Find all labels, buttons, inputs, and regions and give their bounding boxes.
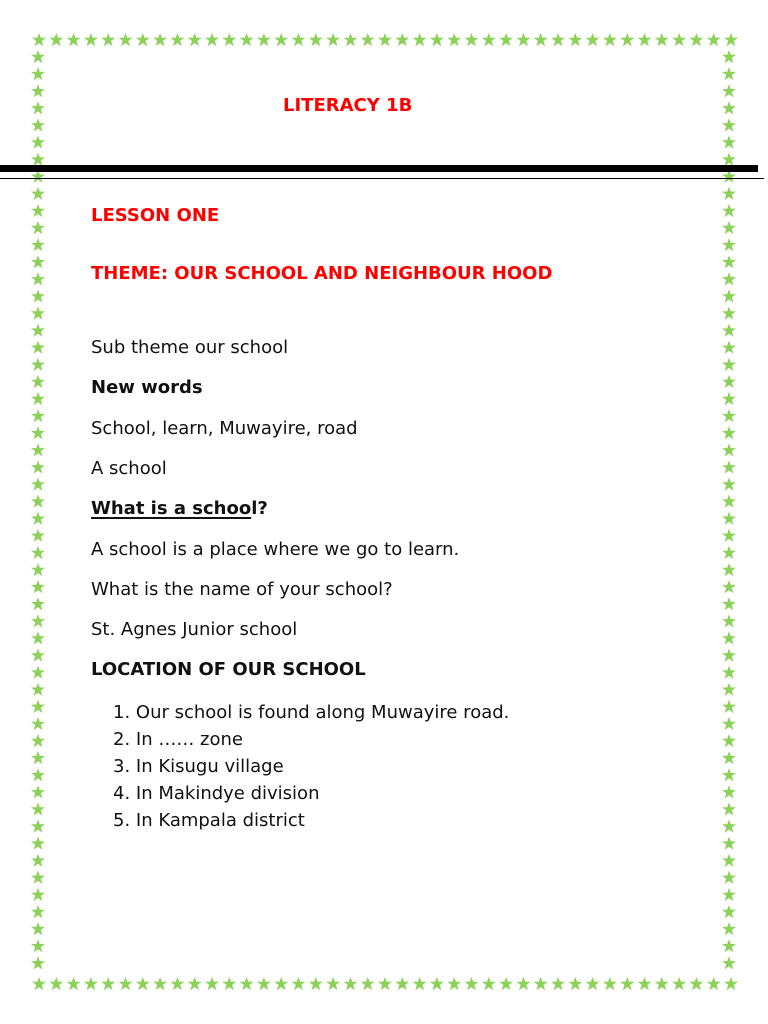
star-icon [722, 272, 736, 285]
star-icon [722, 289, 736, 302]
star-icon [722, 614, 736, 627]
star-icon [31, 871, 45, 884]
location-item-1: 1. Our school is found along Muwayire road. [113, 702, 510, 723]
star-icon [378, 33, 392, 46]
star-icon [722, 409, 736, 422]
star-icon [722, 358, 736, 371]
star-icon [31, 341, 45, 354]
star-icon [309, 33, 323, 46]
star-icon [465, 33, 479, 46]
star-icon [722, 802, 736, 815]
star-icon [430, 33, 444, 46]
star-icon [722, 136, 736, 149]
star-icon [722, 854, 736, 867]
question-rest-text: l? [251, 498, 268, 519]
star-icon [465, 977, 479, 990]
star-icon [722, 238, 736, 251]
star-icon [170, 33, 184, 46]
star-icon [31, 700, 45, 713]
star-icon [722, 307, 736, 320]
star-icon [343, 977, 357, 990]
star-icon [67, 33, 81, 46]
question-underlined-text: What is a schoo [91, 498, 252, 519]
star-icon [722, 751, 736, 764]
star-icon [274, 33, 288, 46]
star-icon [722, 324, 736, 337]
new-words-list: School, learn, Muwayire, road [91, 418, 358, 439]
star-icon [378, 977, 392, 990]
star-icon [722, 478, 736, 491]
star-icon [722, 460, 736, 473]
star-icon [31, 631, 45, 644]
star-icon [620, 33, 634, 46]
star-icon [343, 33, 357, 46]
star-icon [568, 977, 582, 990]
star-icon [620, 977, 634, 990]
star-icon [722, 563, 736, 576]
star-icon [31, 785, 45, 798]
location-item-2: 2. In …… zone [113, 729, 243, 750]
star-icon [84, 33, 98, 46]
star-icon [31, 84, 45, 97]
star-icon [153, 977, 167, 990]
new-words-heading: New words [91, 377, 203, 398]
star-icon [188, 977, 202, 990]
star-icon [31, 939, 45, 952]
star-icon [31, 905, 45, 918]
star-icon [722, 255, 736, 268]
star-icon [292, 977, 306, 990]
star-icon [722, 50, 736, 63]
star-icon [724, 977, 738, 990]
a-school-text: A school [91, 458, 167, 479]
star-icon [722, 871, 736, 884]
star-icon [722, 939, 736, 952]
star-icon [722, 187, 736, 200]
star-icon [205, 33, 219, 46]
location-item-4: 4. In Makindye division [113, 783, 320, 804]
star-icon [240, 33, 254, 46]
star-icon [31, 255, 45, 268]
star-icon [722, 153, 736, 166]
star-icon [31, 187, 45, 200]
star-icon [413, 977, 427, 990]
star-icon [31, 101, 45, 114]
star-icon [31, 802, 45, 815]
star-icon [31, 768, 45, 781]
star-icon [689, 977, 703, 990]
location-item-3: 3. In Kisugu village [113, 756, 284, 777]
star-icon [31, 751, 45, 764]
star-icon [722, 768, 736, 781]
star-icon [534, 33, 548, 46]
star-icon [722, 666, 736, 679]
star-icon [722, 922, 736, 935]
star-icon [31, 221, 45, 234]
star-icon [101, 33, 115, 46]
star-icon [516, 977, 530, 990]
star-icon [430, 977, 444, 990]
star-icon [722, 101, 736, 114]
star-icon [32, 33, 46, 46]
lesson-heading: LESSON ONE [91, 205, 220, 226]
star-icon [31, 153, 45, 166]
sub-theme-text: Sub theme our school [91, 337, 289, 358]
star-icon [257, 33, 271, 46]
star-icon [516, 33, 530, 46]
star-icon [31, 324, 45, 337]
star-icon [31, 666, 45, 679]
star-icon [722, 375, 736, 388]
star-icon [482, 977, 496, 990]
star-icon [672, 33, 686, 46]
page-title: LITERACY 1B [283, 95, 413, 116]
star-icon [31, 649, 45, 662]
star-icon [31, 426, 45, 439]
star-icon [31, 888, 45, 901]
star-icon [31, 307, 45, 320]
star-icon [31, 580, 45, 593]
star-icon [31, 478, 45, 491]
star-icon [31, 820, 45, 833]
star-icon [119, 33, 133, 46]
star-icon [655, 33, 669, 46]
star-icon [31, 289, 45, 302]
star-icon [722, 426, 736, 439]
star-icon [482, 33, 496, 46]
star-icon [722, 888, 736, 901]
star-icon [722, 443, 736, 456]
star-icon [31, 67, 45, 80]
star-icon [31, 204, 45, 217]
star-icon [722, 837, 736, 850]
star-icon [722, 204, 736, 217]
star-icon [292, 33, 306, 46]
school-name-question: What is the name of your school? [91, 579, 393, 600]
star-icon [31, 683, 45, 696]
star-icon [722, 597, 736, 610]
location-item-5: 5. In Kampala district [113, 810, 305, 831]
star-icon [722, 785, 736, 798]
star-icon [722, 529, 736, 542]
star-icon [722, 631, 736, 644]
star-icon [722, 512, 736, 525]
star-icon [722, 717, 736, 730]
thin-horizontal-rule [0, 178, 764, 179]
what-is-school-question [91, 498, 268, 520]
star-icon [31, 392, 45, 405]
star-icon [31, 358, 45, 371]
star-icon [170, 977, 184, 990]
star-icon [222, 33, 236, 46]
star-icon [274, 977, 288, 990]
star-icon [568, 33, 582, 46]
star-icon [722, 820, 736, 833]
location-heading: LOCATION OF OUR SCHOOL [91, 659, 366, 680]
star-icon [326, 33, 340, 46]
star-icon [722, 905, 736, 918]
star-icon [707, 977, 721, 990]
star-icon [447, 977, 461, 990]
star-icon [31, 529, 45, 542]
star-icon [722, 580, 736, 593]
star-icon [119, 977, 133, 990]
star-icon [722, 649, 736, 662]
star-icon [672, 977, 686, 990]
star-icon [722, 341, 736, 354]
school-name: St. Agnes Junior school [91, 619, 298, 640]
star-icon [707, 33, 721, 46]
theme-heading: THEME: OUR SCHOOL AND NEIGHBOUR HOOD [91, 263, 553, 284]
school-definition: A school is a place where we go to learn. [91, 539, 460, 560]
star-icon [31, 597, 45, 610]
star-icon [395, 977, 409, 990]
star-icon [722, 495, 736, 508]
star-icon [257, 977, 271, 990]
star-icon [240, 977, 254, 990]
thick-horizontal-rule [0, 165, 758, 172]
star-icon [326, 977, 340, 990]
star-icon [638, 977, 652, 990]
star-icon [722, 67, 736, 80]
star-icon [586, 977, 600, 990]
star-icon [205, 977, 219, 990]
star-icon [499, 33, 513, 46]
star-icon [136, 977, 150, 990]
star-icon [188, 33, 202, 46]
star-icon [551, 977, 565, 990]
star-icon [67, 977, 81, 990]
star-icon [395, 33, 409, 46]
star-icon [722, 700, 736, 713]
star-icon [309, 977, 323, 990]
star-icon [49, 977, 63, 990]
star-icon [31, 837, 45, 850]
star-icon [689, 33, 703, 46]
star-icon [31, 136, 45, 149]
star-icon [31, 922, 45, 935]
star-icon [31, 495, 45, 508]
star-icon [31, 512, 45, 525]
star-icon [655, 977, 669, 990]
star-icon [31, 734, 45, 747]
star-icon [724, 33, 738, 46]
star-icon [31, 614, 45, 627]
star-icon [722, 956, 736, 969]
star-icon [586, 33, 600, 46]
star-icon [84, 977, 98, 990]
star-icon [31, 443, 45, 456]
star-icon [722, 546, 736, 559]
star-icon [31, 563, 45, 576]
star-icon [722, 392, 736, 405]
star-icon [499, 977, 513, 990]
star-icon [534, 977, 548, 990]
star-icon [49, 33, 63, 46]
star-icon [722, 734, 736, 747]
star-icon [722, 683, 736, 696]
star-icon [31, 546, 45, 559]
star-icon [31, 956, 45, 969]
star-icon [638, 33, 652, 46]
star-icon [31, 272, 45, 285]
star-icon [101, 977, 115, 990]
star-icon [413, 33, 427, 46]
star-icon [31, 409, 45, 422]
star-icon [31, 460, 45, 473]
star-icon [551, 33, 565, 46]
star-icon [722, 84, 736, 97]
star-icon [31, 717, 45, 730]
star-icon [361, 977, 375, 990]
star-icon [153, 33, 167, 46]
star-icon [222, 977, 236, 990]
star-icon [447, 33, 461, 46]
star-icon [722, 221, 736, 234]
star-icon [31, 375, 45, 388]
star-icon [603, 33, 617, 46]
star-icon [31, 50, 45, 63]
star-icon [32, 977, 46, 990]
star-icon [31, 118, 45, 131]
star-icon [31, 238, 45, 251]
location-list [113, 699, 509, 834]
star-icon [361, 33, 375, 46]
star-icon [136, 33, 150, 46]
star-icon [722, 118, 736, 131]
star-icon [603, 977, 617, 990]
star-icon [31, 854, 45, 867]
